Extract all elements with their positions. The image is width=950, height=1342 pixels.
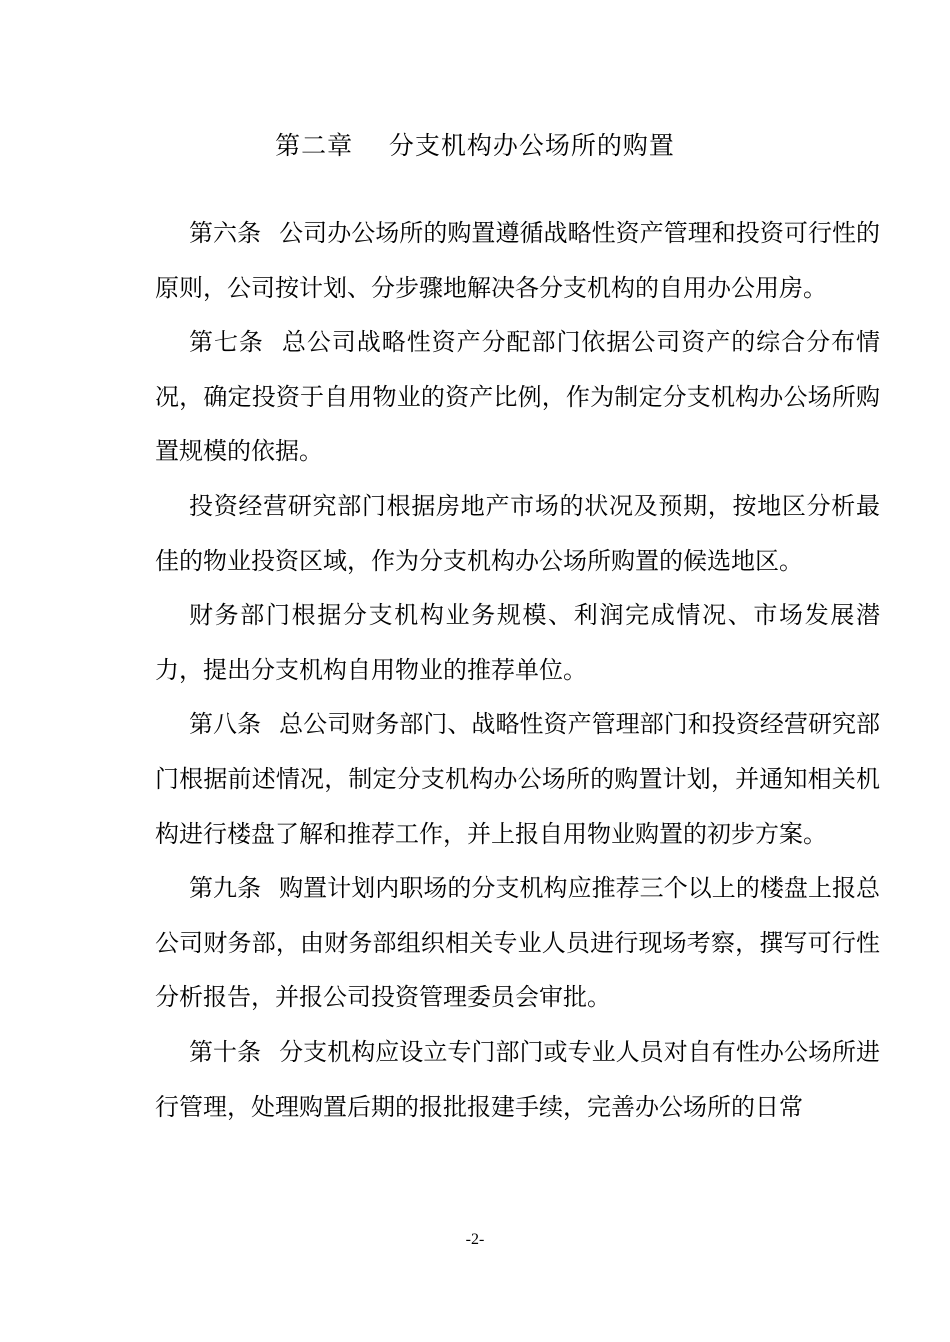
paragraph-text: 投资经营研究部门根据房地产市场的状况及预期，按地区分析最佳的物业投资区域，作为分支机构办公场所购置的候选地区。 (155, 491, 880, 575)
article-9-paragraph (155, 861, 880, 1025)
document-body (155, 206, 880, 1134)
article-8-paragraph (155, 697, 880, 861)
article-7-paragraph (155, 315, 880, 479)
paragraph-text: 分支机构应设立专门部门或专业人员对自有性办公场所进行管理，处理购置后期的报批报建手续，完善办公场所的日常 (155, 1037, 881, 1121)
paragraph-text: 公司办公场所的购置遵循战略性资产管理和投资可行性的原则，公司按计划、分步骤地解决各分支机构的自用办公用房。 (155, 219, 881, 302)
finance-department-paragraph (155, 588, 880, 697)
chapter-title: 第二章 分支机构办公场所的购置 (275, 131, 675, 160)
investment-research-paragraph (155, 479, 880, 588)
paragraph-text: 总公司战略性资产分配部门依据公司资产的综合分布情况，确定投资于自用物业的资产比例，作为制定分支机构办公场所购置规模的依据。 (155, 328, 881, 466)
article-number: 第七条 (189, 328, 264, 357)
article-number: 第六条 (189, 219, 262, 247)
article-6-paragraph (155, 206, 880, 315)
paragraph-text: 购置计划内职场的分支机构应推荐三个以上的楼盘上报总公司财务部，由财务部组织相关专业人员进行现场考察，撰写可行性分析报告，并报公司投资管理委员会审批。 (155, 874, 881, 1012)
page-number: -2- (465, 1231, 485, 1248)
article-10-paragraph (155, 1025, 880, 1134)
article-number: 第十条 (189, 1037, 262, 1066)
article-number: 第九条 (189, 874, 262, 903)
paragraph-text: 财务部门根据分支机构业务规模、利润完成情况、市场发展潜力，提出分支机构自用物业的推荐单位。 (155, 601, 880, 684)
paragraph-text: 总公司财务部门、战略性资产管理部门和投资经营研究部门根据前述情况，制定分支机构办公场所的购置计划，并通知相关机构进行楼盘了解和推荐工作，并上报自用物业购置的初步方案。 (155, 710, 881, 848)
article-number: 第八条 (189, 710, 262, 739)
